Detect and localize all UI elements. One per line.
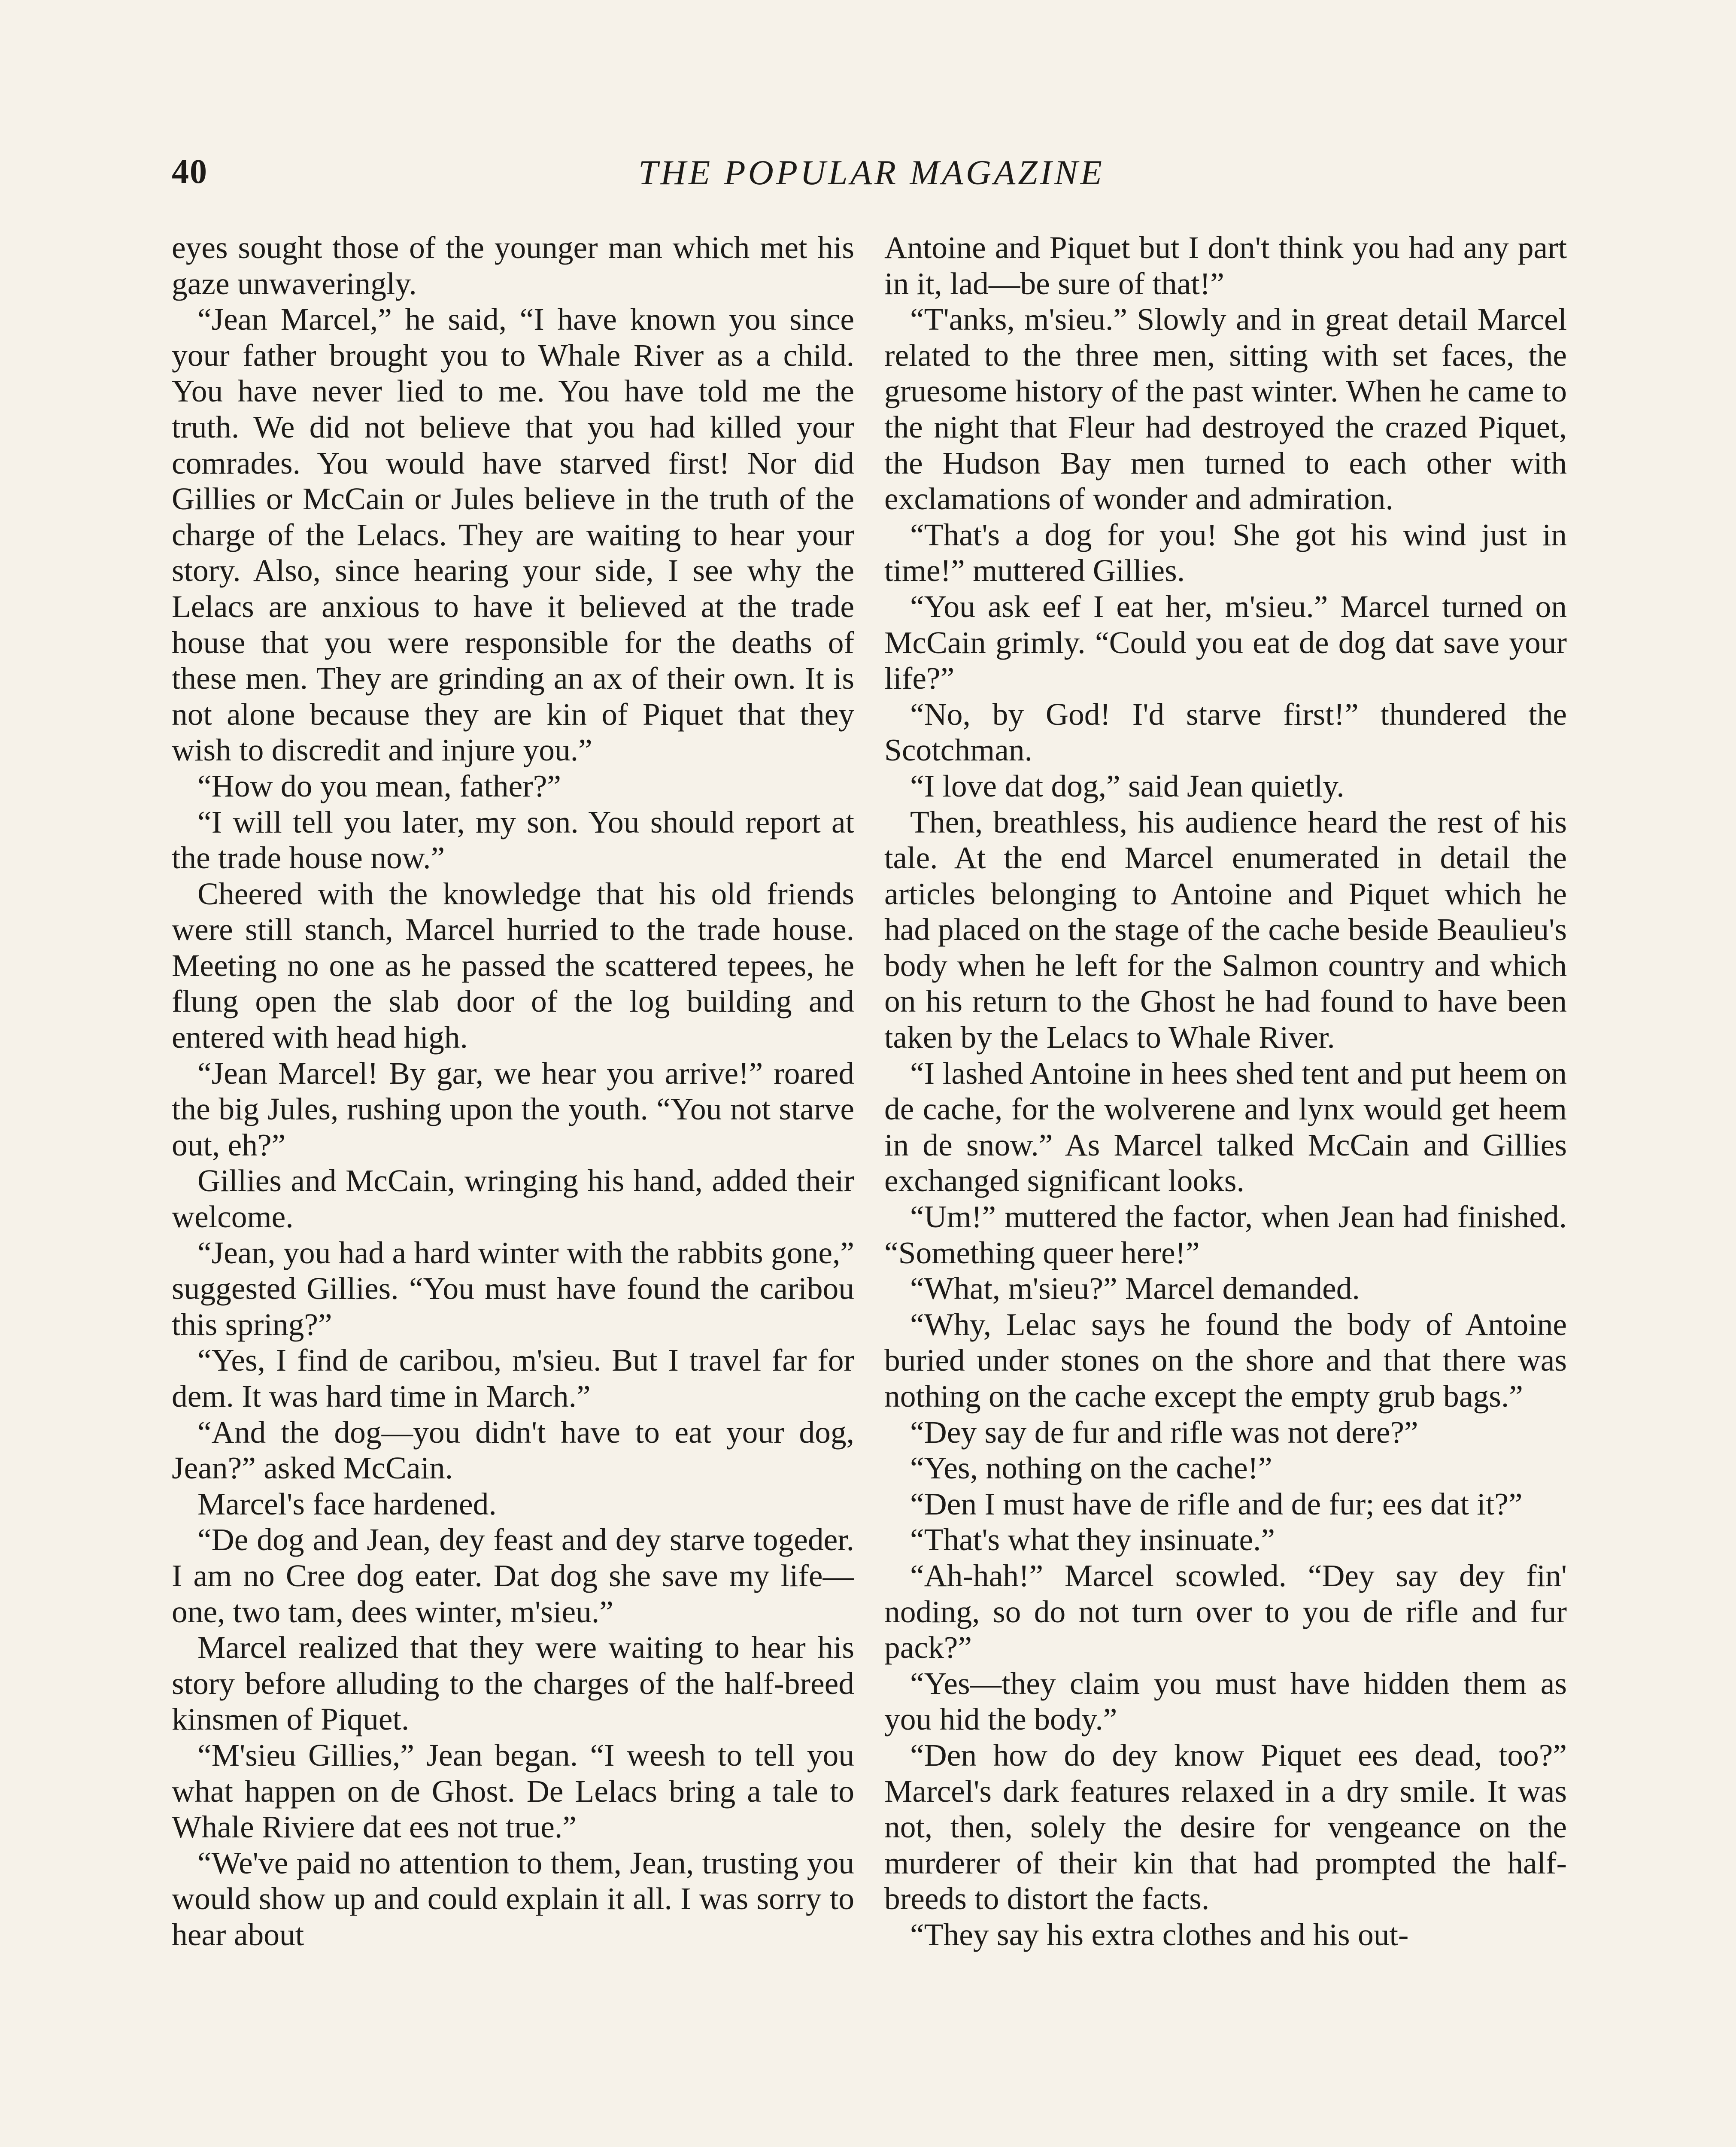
paragraph: “No, by God! I'd starve first!” thundered the Scotchman. (884, 696, 1567, 768)
paragraph: “I lashed Antoine in hees shed tent and put heem on de cache, for the wolverene and lynx would get heem in de snow.” As Marcel talked McCain and Gillies exchanged significant looks. (884, 1055, 1567, 1198)
left-column (172, 230, 854, 2147)
paragraph: Marcel realized that they were waiting to hear his story before alluding to the charges of the half-breed kinsmen of Piquet. (172, 1630, 854, 1737)
paragraph: “You ask eef I eat her, m'sieu.” Marcel turned on McCain grimly. “Could you eat de dog dat save your life?” (884, 589, 1567, 696)
paragraph: Then, breathless, his audience heard the rest of his tale. At the end Marcel enumerated in detail the articles belonging to Antoine and Piquet which he had placed on the stage of the cache beside Beaulieu's body when he left for the Salmon country and which on his return to the Ghost he had found to have been taken by the Lelacs to Whale River. (884, 804, 1567, 1055)
paragraph: “Um!” muttered the factor, when Jean had finished. “Something queer here!” (884, 1199, 1567, 1270)
paragraph: “Jean Marcel! By gar, we hear you arrive!” roared the big Jules, rushing upon the youth. “You not starve out, eh?” (172, 1055, 854, 1162)
paragraph: Marcel's face hardened. (197, 1486, 497, 1521)
paragraph: “Yes—they claim you must have hidden them as you hid the body.” (884, 1666, 1567, 1737)
paragraph: “That's what they insinuate.” (910, 1522, 1275, 1557)
paragraph: “Jean Marcel,” he said, “I have known you since your father brought you to Whale River as a child. You have never lied to me. You have told me the truth. We did not believe that you had killed your comrades. You would have starved first! Nor did Gillies or McCain or Jules believe in the truth of the charge of the Lelacs. They are waiting to hear your story. Also, since hearing your side, I see why the Lelacs are anxious to have it believed at the trade house that you were responsible for the deaths of these men. They are grinding an ax of their own. It is not alone because they are kin of Piquet that they wish to discredit and injure you.” (172, 302, 854, 768)
paragraph: “I love dat dog,” said Jean quietly. (910, 768, 1344, 803)
page-number: 40 (172, 153, 208, 191)
paragraph: eyes sought those of the younger man which met his gaze unwaveringly. (172, 230, 854, 301)
paragraph: “Ah-hah!” Marcel scowled. “Dey say dey fin' noding, so do not turn over to you de rifle and fur pack?” (884, 1558, 1567, 1665)
paragraph: “Den I must have de rifle and de fur; ees dat it?” (910, 1486, 1523, 1521)
paragraph: “And the dog—you didn't have to eat your dog, Jean?” asked McCain. (172, 1414, 854, 1486)
paragraph: “That's a dog for you! She got his wind just in time!” muttered Gillies. (884, 517, 1567, 588)
paragraph: “We've paid no attention to them, Jean, trusting you would show up and could explain it all. I was sorry to hear about (172, 1845, 854, 1952)
paragraph: “They say his extra clothes and his out- (910, 1917, 1409, 1952)
paragraph: “What, m'sieu?” Marcel demanded. (910, 1271, 1360, 1306)
paragraph: “Den how do dey know Piquet ees dead, too?” Marcel's dark features relaxed in a dry smile. It was not, then, solely the desire for vengeance on the murderer of their kin that had prompted the half-breeds to distort the facts. (884, 1737, 1567, 1916)
paragraph: “Why, Lelac says he found the body of Antoine buried under stones on the shore and that there was nothing on the cache except the empty grub bags.” (884, 1307, 1567, 1414)
right-column (884, 230, 1567, 2147)
paragraph: “M'sieu Gillies,” Jean began. “I weesh to tell you what happen on de Ghost. De Lelacs bring a tale to Whale Riviere dat ees not true.” (172, 1737, 854, 1845)
paragraph: “Jean, you had a hard winter with the rabbits gone,” suggested Gillies. “You must have found the caribou this spring?” (172, 1235, 854, 1342)
paragraph: “T'anks, m'sieu.” Slowly and in great detail Marcel related to the three men, sitting with set faces, the gruesome history of the past winter. When he came to the night that Fleur had destroyed the crazed Piquet, the Hudson Bay men turned to each other with exclamations of wonder and admiration. (884, 302, 1567, 517)
page-header (172, 152, 1571, 200)
paragraph: Antoine and Piquet but I don't think you had any part in it, lad—be sure of that!” (884, 230, 1567, 301)
paragraph: “I will tell you later, my son. You should report at the trade house now.” (172, 804, 854, 876)
paragraph: “De dog and Jean, dey feast and dey starve togeder. I am no Cree dog eater. Dat dog she save my life—one, two tam, dees winter, m'sieu.” (172, 1522, 854, 1629)
running-head: THE POPULAR MAGAZINE (638, 153, 1105, 192)
paragraph: “Dey say de fur and rifle was not dere?” (910, 1414, 1418, 1450)
paragraph: “Yes, nothing on the cache!” (910, 1451, 1272, 1486)
paragraph: Cheered with the knowledge that his old friends were still stanch, Marcel hurried to the trade house. Meeting no one as he passed the scattered tepees, he flung open the slab door of the log building and entered with head high. (172, 876, 854, 1055)
paragraph: Gillies and McCain, wringing his hand, added their welcome. (172, 1163, 854, 1235)
paragraph: “Yes, I find de caribou, m'sieu. But I travel far for dem. It was hard time in March.” (172, 1343, 854, 1414)
paragraph: “How do you mean, father?” (197, 768, 561, 803)
